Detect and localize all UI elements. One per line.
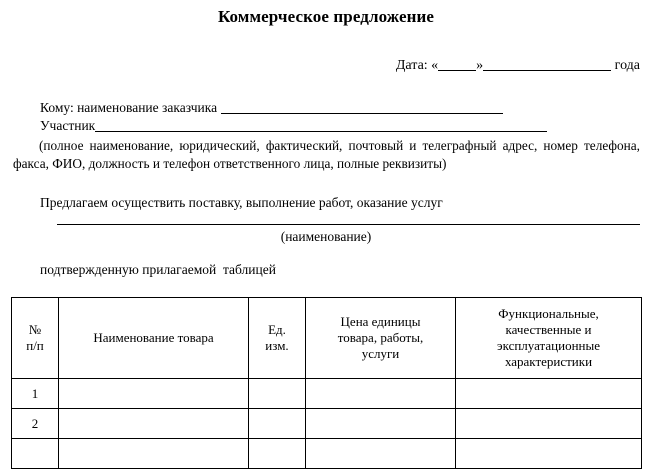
cell-product-name[interactable] xyxy=(59,379,249,409)
cell-product-name[interactable] xyxy=(59,439,249,469)
cell-unit-price[interactable] xyxy=(306,439,456,469)
table-row[interactable] xyxy=(12,379,642,409)
column-header-number-line1: № xyxy=(28,322,42,337)
date-year-suffix: года xyxy=(614,58,640,73)
date-month-blank[interactable] xyxy=(483,70,611,71)
column-header-unit-line2: изм. xyxy=(265,338,289,353)
confirm-text: подтвержденную прилагаемой таблицей xyxy=(40,262,276,277)
addressee-line xyxy=(40,99,503,116)
column-header-unit xyxy=(249,298,306,379)
column-header-characteristics xyxy=(456,298,642,379)
table-header xyxy=(12,298,642,379)
cell-characteristics[interactable] xyxy=(456,379,642,409)
participant-line xyxy=(40,117,547,134)
date-label: Дата: « xyxy=(395,58,439,73)
offer-intro-text: Предлагаем осуществить поставку, выполнение работ, оказание услуг xyxy=(40,195,443,210)
column-header-unit-line1: Ед. xyxy=(268,322,286,337)
participant-label: Участник xyxy=(40,118,96,133)
date-quote-close: » xyxy=(476,58,484,73)
column-header-characteristics-line1: Функциональные, xyxy=(498,306,599,321)
page-title: Коммерческое предложение xyxy=(217,7,435,26)
column-header-unit-price-line1: Цена единицы xyxy=(340,314,421,329)
date-day-blank[interactable] xyxy=(438,70,476,71)
addressee-blank[interactable] xyxy=(221,113,503,114)
cell-unit[interactable] xyxy=(249,409,306,439)
table-row[interactable] xyxy=(12,409,642,439)
cell-unit-price[interactable] xyxy=(306,409,456,439)
column-header-unit-price-line3: услуги xyxy=(361,346,400,361)
column-header-characteristics-line3: эксплуатационные xyxy=(497,338,600,353)
requisites-note-text: (полное наименование, юридический, фактический, почтовый и телеграфный адрес, номер телефона, факса, ФИО, должность и телефон ответственного лица, полные реквизиты) xyxy=(13,138,640,171)
cell-unit[interactable] xyxy=(249,379,306,409)
cell-product-name[interactable] xyxy=(59,409,249,439)
column-header-product-name-line1: Наименование товара xyxy=(93,330,214,345)
cell-unit[interactable] xyxy=(249,439,306,469)
cell-number: 2 xyxy=(12,409,59,439)
requisites-note xyxy=(13,137,640,172)
column-header-number xyxy=(12,298,59,379)
column-header-characteristics-line2: качественные и xyxy=(505,322,592,337)
offer-table xyxy=(11,297,642,469)
cell-characteristics[interactable] xyxy=(456,439,642,469)
column-header-number-line2: п/п xyxy=(26,338,44,353)
table-row[interactable] xyxy=(12,439,642,469)
offer-name-blank[interactable] xyxy=(57,224,640,225)
offer-name-caption: (наименование) xyxy=(280,229,372,244)
column-header-unit-price xyxy=(306,298,456,379)
cell-characteristics[interactable] xyxy=(456,409,642,439)
addressee-label: Кому: наименование заказчика xyxy=(40,100,218,115)
column-header-characteristics-line4: характеристики xyxy=(504,354,593,369)
table-body xyxy=(12,379,642,469)
participant-blank[interactable] xyxy=(95,131,547,132)
table-header-row xyxy=(12,298,642,379)
date-line xyxy=(396,57,640,75)
cell-number xyxy=(12,439,59,469)
cell-unit-price[interactable] xyxy=(306,379,456,409)
cell-number: 1 xyxy=(12,379,59,409)
column-header-unit-price-line2: товара, работы, xyxy=(337,330,424,345)
column-header-product-name xyxy=(59,298,249,379)
